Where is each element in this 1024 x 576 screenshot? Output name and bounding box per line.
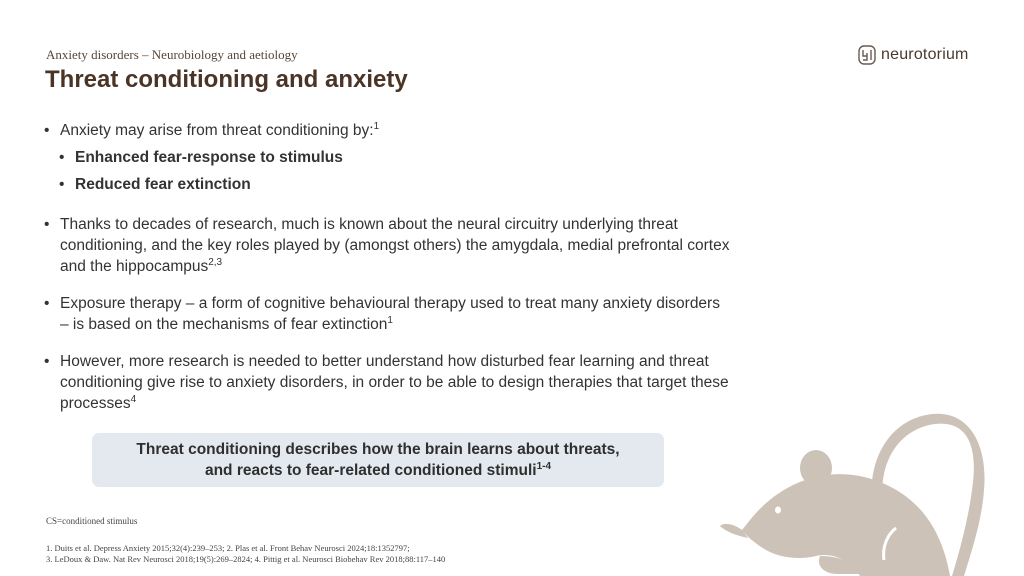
bullet-item <box>44 214 824 277</box>
rat-eye <box>775 507 781 514</box>
bullet-text: and the hippocampus <box>60 258 209 275</box>
bullet-item <box>44 351 824 414</box>
bullet-text: – is based on the mechanisms of fear extinction <box>60 316 388 333</box>
bullet-line-last <box>60 393 824 414</box>
reference-superscript: 2,3 <box>208 256 223 268</box>
reference-superscript: 1 <box>373 120 380 132</box>
brain-maze-icon <box>857 44 877 66</box>
callout-line-last <box>205 460 551 481</box>
breadcrumb: Anxiety disorders – Neurobiology and aetiology <box>46 47 298 62</box>
reference-line: 3. LeDoux & Daw. Nat Rev Neurosci 2018;19(5):269–2824; 4. Pittig et al. Neurosci Biobehav Rev 2018;88:117–140 <box>46 554 446 564</box>
callout-text: and reacts to fear-related conditioned stimuli <box>204 462 537 479</box>
logo <box>857 44 969 66</box>
bullet-list <box>44 120 824 414</box>
reference-superscript: 4 <box>130 393 137 405</box>
reference-superscript: 1 <box>387 314 393 326</box>
bullet-line-last <box>60 314 824 335</box>
sub-bullet-item: • Enhanced fear-response to stimulus <box>59 147 824 168</box>
bullet-line: • Thanks to decades of research, much is known about the neural circuitry underlying threat <box>60 216 678 233</box>
references <box>46 543 445 565</box>
bullet-line: conditioning give rise to anxiety disorders, in order to be able to design therapies that target these <box>60 374 729 391</box>
bullet-line: • Exposure therapy – a form of cognitive behavioural therapy used to treat many anxiety disorders <box>60 295 720 312</box>
abbreviation-note: CS=conditioned stimulus <box>46 516 138 526</box>
logo-text: neurotorium <box>881 46 969 63</box>
bullet-item <box>44 120 824 141</box>
rat-silhouette-icon <box>720 410 990 576</box>
bullet-line: • However, more research is needed to better understand how disturbed fear learning and threat <box>60 353 709 370</box>
bullet-text: processes <box>60 395 131 412</box>
sub-bullet-item: • Reduced fear extinction <box>59 174 824 195</box>
bullet-line-last <box>60 256 824 277</box>
bullet-line: conditioning, and the key roles played by (amongst others) the amygdala, medial prefrontal cortex <box>60 237 730 254</box>
bullet-text: Anxiety may arise from threat conditioning by: <box>60 122 374 139</box>
callout-line: Threat conditioning describes how the brain learns about threats, <box>136 441 620 458</box>
reference-superscript: 1-4 <box>536 460 552 472</box>
callout-box <box>92 433 664 487</box>
bullet-item <box>44 293 824 335</box>
reference-line: 1. Duits et al. Depress Anxiety 2015;32(4):239–253; 2. Plas et al. Front Behav Neurosci 2024;18:1352797; <box>46 543 410 553</box>
page-title: Threat conditioning and anxiety <box>45 66 408 93</box>
